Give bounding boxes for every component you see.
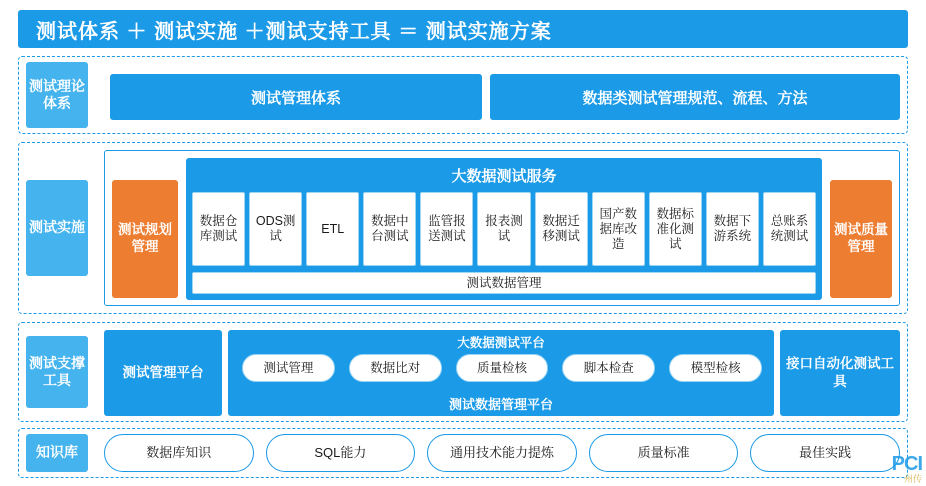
row-label-support-tools: 测试支撑工具 bbox=[26, 336, 88, 408]
big-data-test-service-items bbox=[192, 192, 816, 266]
box-test-quality-management[interactable]: 测试质量管理 bbox=[830, 180, 892, 298]
big-data-test-service-title: 大数据测试服务 bbox=[451, 167, 557, 185]
watermark-subtext: 州传 bbox=[903, 473, 922, 484]
knowledge-item[interactable]: 通用技术能力提炼 bbox=[427, 434, 577, 472]
service-item[interactable]: 报表测试 bbox=[477, 192, 530, 266]
box-interface-automation-tool[interactable]: 接口自动化测试工具 bbox=[780, 330, 900, 416]
service-item[interactable]: ODS测试 bbox=[249, 192, 302, 266]
row-label-execution: 测试实施 bbox=[26, 180, 88, 276]
box-data-test-management-standard[interactable]: 数据类测试管理规范、流程、方法 bbox=[490, 74, 900, 120]
service-item[interactable]: 数据仓库测试 bbox=[192, 192, 245, 266]
big-data-test-platform-title: 大数据测试平台 bbox=[457, 336, 545, 350]
platform-item[interactable]: 数据比对 bbox=[349, 354, 442, 382]
box-test-planning-management[interactable]: 测试规划管理 bbox=[112, 180, 178, 298]
box-test-data-management[interactable]: 测试数据管理 bbox=[192, 272, 816, 294]
service-item[interactable]: 数据标准化测试 bbox=[649, 192, 702, 266]
service-item[interactable]: 总账系统测试 bbox=[763, 192, 816, 266]
row-label-knowledge-base: 知识库 bbox=[26, 434, 88, 472]
service-item[interactable]: 国产数据库改造 bbox=[592, 192, 645, 266]
service-item[interactable]: 数据中台测试 bbox=[363, 192, 416, 266]
platform-item[interactable]: 测试管理 bbox=[242, 354, 335, 382]
box-test-data-management-platform: 测试数据管理平台 bbox=[448, 396, 553, 412]
box-test-management-system[interactable]: 测试管理体系 bbox=[110, 74, 482, 120]
knowledge-item[interactable]: 最佳实践 bbox=[750, 434, 900, 472]
service-item[interactable]: 监管报送测试 bbox=[420, 192, 473, 266]
page-title: 测试体系 ＋ 测试实施 ＋测试支持工具 ＝ 测试实施方案 bbox=[36, 20, 552, 43]
service-item[interactable]: 数据迁移测试 bbox=[535, 192, 588, 266]
service-item[interactable]: 数据下游系统 bbox=[706, 192, 759, 266]
knowledge-item[interactable]: SQL能力 bbox=[266, 434, 416, 472]
service-item[interactable]: ETL bbox=[306, 192, 359, 266]
row-label-theory: 测试理论体系 bbox=[26, 62, 88, 128]
knowledge-base-items bbox=[104, 434, 900, 472]
platform-item[interactable]: 质量检核 bbox=[456, 354, 549, 382]
platform-item[interactable]: 模型检核 bbox=[669, 354, 762, 382]
watermark-logo: PCI bbox=[891, 452, 922, 475]
platform-item[interactable]: 脚本检查 bbox=[562, 354, 655, 382]
box-test-management-platform[interactable]: 测试管理平台 bbox=[104, 330, 222, 416]
slide-title-bar bbox=[18, 10, 908, 48]
big-data-test-platform-items bbox=[242, 354, 762, 382]
knowledge-item[interactable]: 数据库知识 bbox=[104, 434, 254, 472]
knowledge-item[interactable]: 质量标准 bbox=[589, 434, 739, 472]
